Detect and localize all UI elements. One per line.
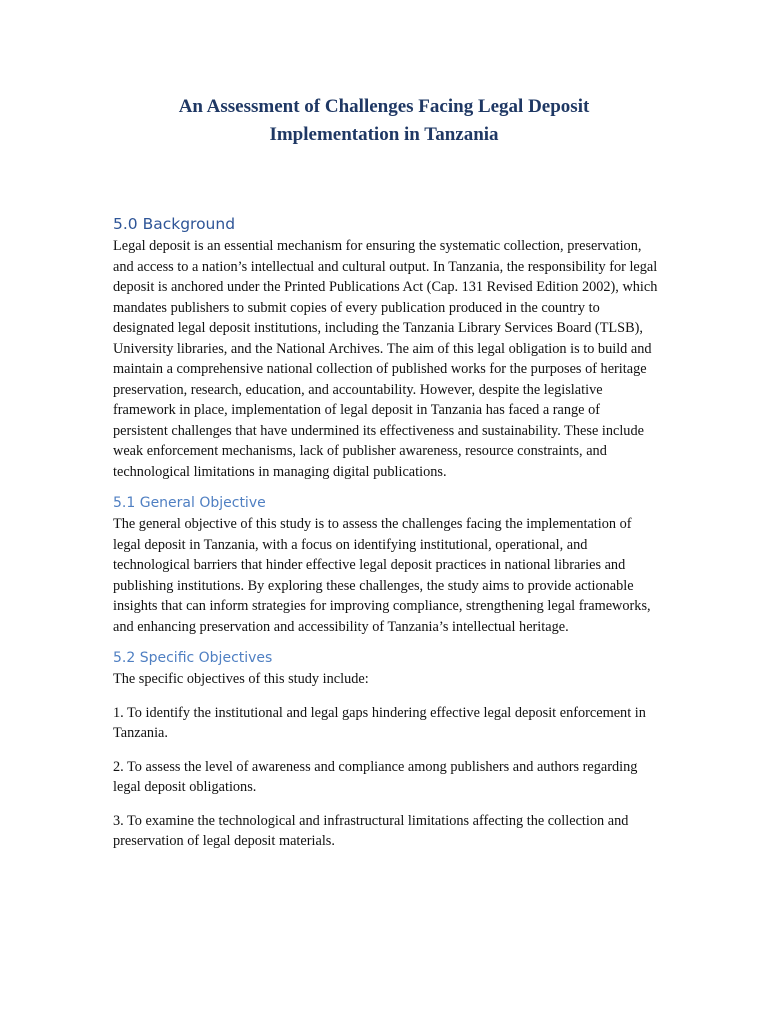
specific-objective-item-1: 1. To identify the institutional and legal gaps hindering effective legal deposit enforcement in Tanzania. — [113, 704, 646, 741]
general-objective-heading: 5.1 General Objective — [113, 495, 266, 511]
background-heading: 5.0 Background — [113, 215, 236, 233]
specific-objective-item-3: 3. To examine the technological and infrastructural limitations affecting the collection and preservation of legal deposit materials. — [113, 812, 629, 849]
specific-objectives-heading: 5.2 Specific Objectives — [113, 650, 273, 666]
specific-objectives-intro: The specific objectives of this study include: — [113, 671, 369, 687]
title-line-2: Implementation in Tanzania — [269, 124, 499, 145]
background-paragraph: Legal deposit is an essential mechanism for ensuring the systematic collection, preservation, and access to a nation’s intellectual and cultural output. In Tanzania, the responsibility for legal deposit is anchored under the Printed Publications Act (Cap. 131 Revised Edition 2002), which mandates publishers to submit copies of every publication produced in the country to designated legal deposit institutions, including the Tanzania Library Services Board (TLSB), University libraries, and the National Archives. The aim of this legal obligation is to build and maintain a comprehensive national collection of published works for the purposes of heritage preservation, research, education, and accountability. However, despite the legislative framework in place, implementation of legal deposit in Tanzania has faced a range of persistent challenges that have undermined its effectiveness and sustainability. These include weak enforcement mechanisms, lack of publisher awareness, resource constraints, and technological limitations in managing digital publications. — [113, 238, 658, 480]
document-title — [60, 93, 708, 149]
title-line-1: An Assessment of Challenges Facing Legal Deposit — [178, 96, 590, 117]
document-body — [113, 212, 658, 852]
general-objective-paragraph: The general objective of this study is to assess the challenges facing the implementation of legal deposit in Tanzania, with a focus on identifying institutional, operational, and technological barriers that hinder effective legal deposit practices in national libraries and publishing institutions. By exploring these challenges, the study aims to provide actionable insights that can inform strategies for improving compliance, strengthening legal frameworks, and enhancing preservation and accessibility of Tanzania’s intellectual heritage. — [113, 516, 651, 635]
specific-objective-item-2: 2. To assess the level of awareness and compliance among publishers and authors regarding legal deposit obligations. — [113, 758, 638, 795]
